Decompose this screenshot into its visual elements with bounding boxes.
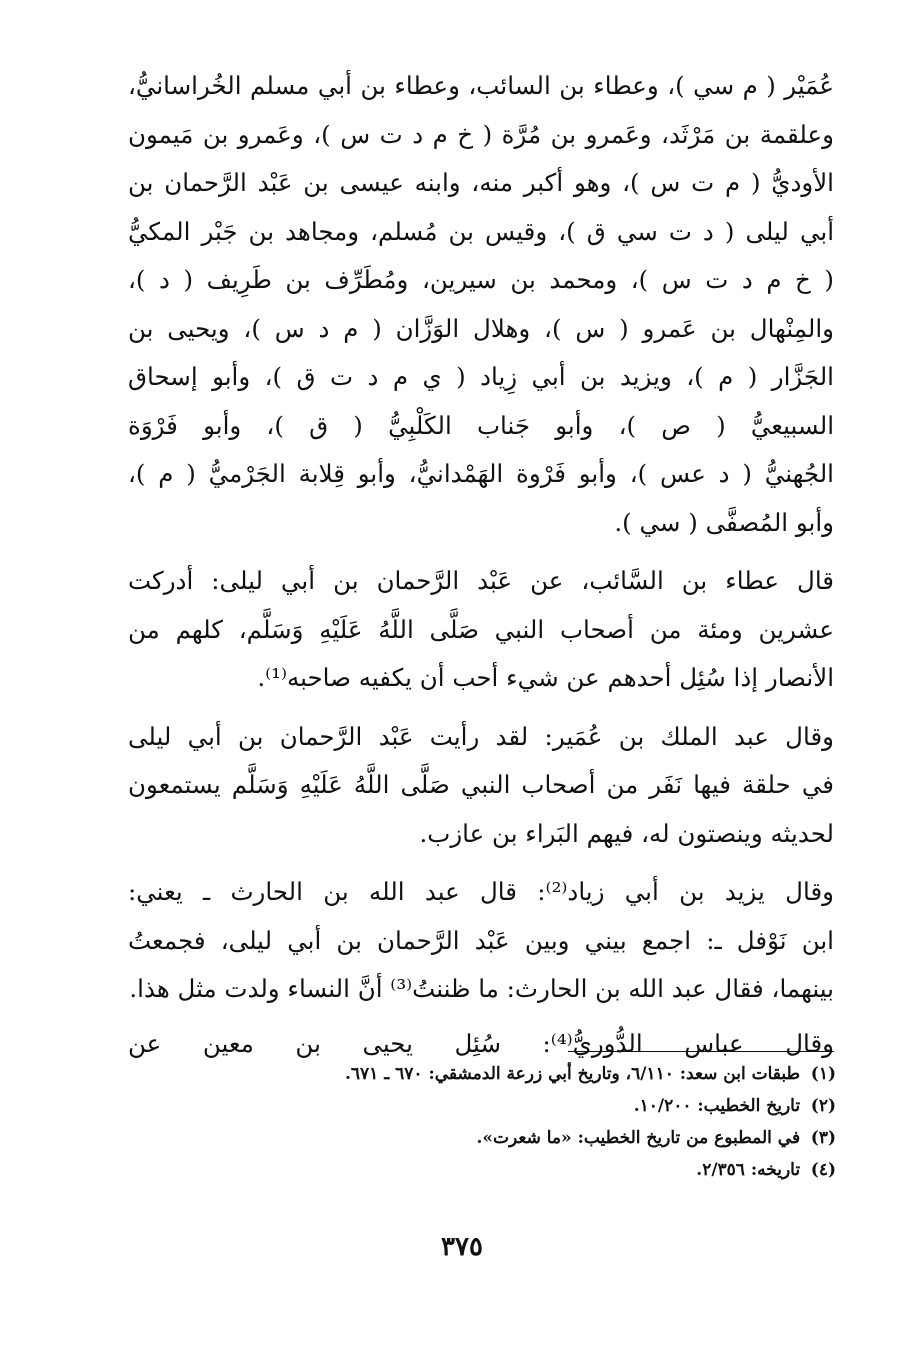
- text-line: الجُهنيُّ ( د عس )، وأبو فَرْوة الهَمْدانيُّ، وأبو قِلابة الجَرْميُّ ( م )،: [128, 459, 834, 488]
- text-line: الأنصار إذا سُئِل أحدهم عن شيء أحب أن يكفيه صاحبه⁽¹⁾.: [257, 663, 834, 692]
- text-line: وقال يزيد بن أبي زياد⁽²⁾: قال عبد الله بن الحارث ـ يعني:: [128, 877, 834, 906]
- text-line: السبيعيُّ ( ص )، وأبو جَناب الكَلْبِيُّ ( ق )، وأبو فَرْوَة: [128, 410, 834, 440]
- footnote: [130, 1090, 836, 1122]
- text-line: لحديثه وينصتون له، فيهم البَراء بن عازب.: [419, 818, 834, 848]
- main-text: [128, 62, 834, 1068]
- footnote-text: في المطبوع من تاريخ الخطيب: «ما شعرت».: [476, 1128, 801, 1148]
- text-line: الأوديُّ ( م ت س )، وهو أكبر منه، وابنه عيسى بن عَبْد الرَّحمان بن: [128, 168, 834, 197]
- text-line: عُمَيْر ( م سي )، وعطاء بن السائب، وعطاء بن أبي مسلم الخُراسانيُّ،: [128, 71, 834, 100]
- text-line: في حلقة فيها نَفَر من أصحاب النبي صَلَّى اللَّهُ عَلَيْهِ وَسَلَّم يستمعون: [128, 770, 834, 799]
- paragraph-narrators-list: [128, 62, 834, 547]
- text-line: عشرين ومئة من أصحاب النبي صَلَّى اللَّهُ عَلَيْهِ وَسَلَّم، كلهم من: [128, 614, 834, 644]
- text-line: بينهما، فقال عبد الله بن الحارث: ما ظننتُ⁽³⁾ أنَّ النساء ولدت مثل هذا.: [129, 974, 834, 1003]
- footnote-text: طبقات ابن سعد: ٦/١١٠، وتاريخ أبي زرعة الدمشقي: ٦٧٠ ـ ٦٧١.: [344, 1064, 801, 1084]
- footnote-divider: [568, 1051, 834, 1052]
- text-line: وعلقمة بن مَرْثَد، وعَمرو بن مُرَّة ( خ م د ت س )، وعَمرو بن مَيمون: [128, 119, 834, 149]
- text-line: الجَزَّار ( م )، ويزيد بن أبي زِياد ( ي م د ت ق )، وأبو إسحاق: [128, 362, 834, 391]
- text-line: وأبو المُصفَّى ( سي ).: [614, 507, 834, 537]
- text-line: أبي ليلى ( د ت سي ق )، وقيس بن مُسلم، ومجاهد بن جَبْر المكيُّ: [128, 216, 834, 246]
- footnote-number: (٤): [810, 1160, 836, 1180]
- text-line: وقال عبد الملك بن عُمَير: لقد رأيت عَبْد الرَّحمان بن أبي ليلى: [128, 721, 834, 751]
- footnote-number: (١): [810, 1064, 836, 1084]
- footnote-number: (٣): [810, 1128, 836, 1148]
- text-line: ابن نَوْفل ـ: اجمع بيني وبين عَبْد الرَّحمان بن أبي ليلى، فجمعتُ: [128, 925, 834, 955]
- text-line: والمِنْهال بن عَمرو ( س )، وهلال الوَزَّان ( م د س )، ويحيى بن: [128, 313, 834, 343]
- footnotes: [130, 1058, 836, 1186]
- text-line: ( خ م د ت س )، ومحمد بن سيرين، ومُطَرِّف بن طَرِيف ( د )،: [128, 265, 834, 294]
- footnote-number: (٢): [810, 1096, 836, 1116]
- footnote-text: تاريخه: ٢/٣٥٦.: [696, 1160, 801, 1180]
- footnote: [130, 1154, 836, 1186]
- footnote: [130, 1058, 836, 1090]
- paragraph-ata-quote: [128, 557, 834, 703]
- page-number: ٣٧٥: [441, 1232, 483, 1262]
- paragraph-abdulmalik-quote: [128, 713, 834, 859]
- footnote: [130, 1122, 836, 1154]
- footnote-text: تاريخ الخطيب: ١٠/٢٠٠.: [633, 1096, 801, 1116]
- text-line: قال عطاء بن السَّائب، عن عَبْد الرَّحمان بن أبي ليلى: أدركت: [128, 566, 834, 595]
- text-line: وقال عباس الدُّوريُّ⁽⁴⁾: سُئِل يحيى بن معين عن: [128, 1028, 834, 1058]
- paragraph-yazid-quote: [128, 868, 834, 1014]
